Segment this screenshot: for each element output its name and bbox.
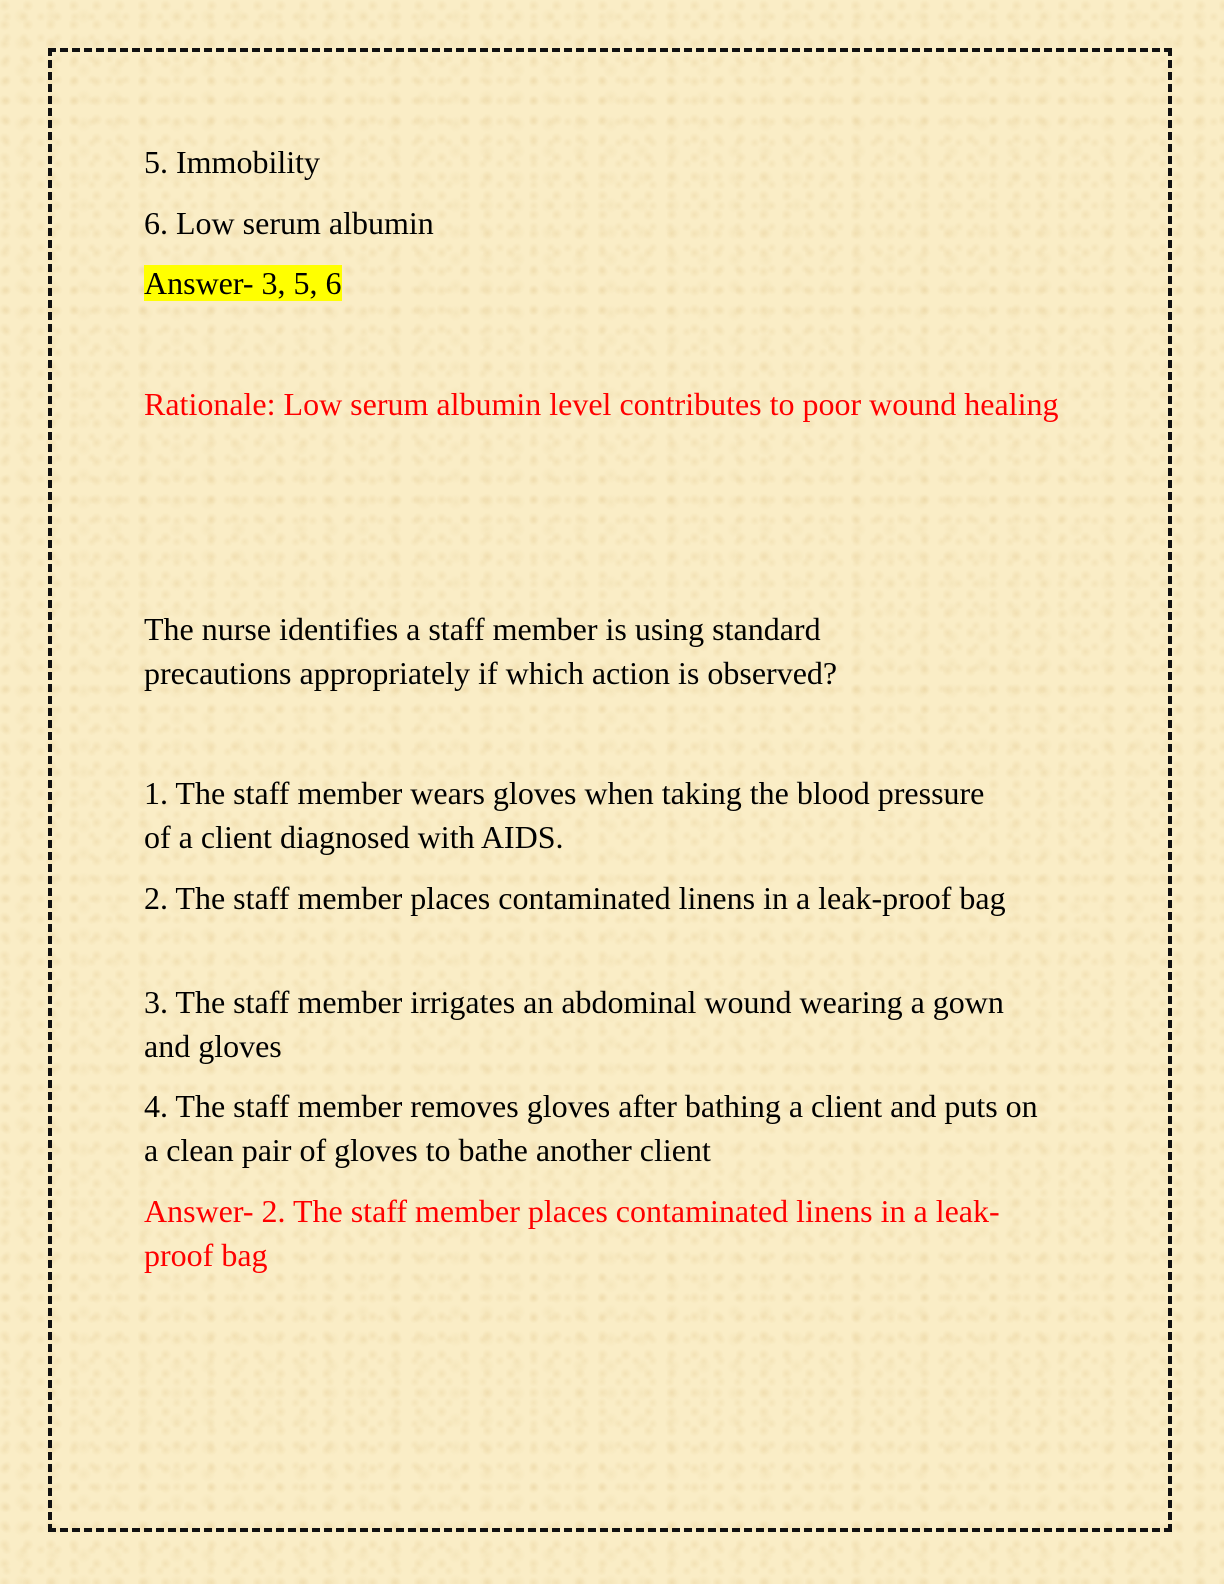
option-4: 4. The staff member removes gloves after bathing a client and puts on a clean pair of gloves to bathe another client — [144, 1088, 1038, 1168]
option-2: 2. The staff member places contaminated linens in a leak-proof bag — [144, 880, 1006, 916]
correct-answer: Answer- 2. The staff member places contaminated linens in a leak-proof bag — [144, 1193, 1000, 1273]
question-text: The nurse identifies a staff member is using standard precautions appropriately if which action is observed? — [144, 611, 838, 691]
option-immobility: 5. Immobility — [144, 144, 320, 180]
option-3: 3. The staff member irrigates an abdominal wound wearing a gown and gloves — [144, 984, 1004, 1064]
previous-answer — [144, 261, 342, 305]
rationale-text: Rationale: Low serum albumin level contributes to poor wound healing — [144, 386, 1059, 422]
option-1: 1. The staff member wears gloves when taking the blood pressure of a client diagnosed with AIDS. — [144, 775, 985, 855]
answer-highlight: Answer- 3, 5, 6 — [144, 265, 342, 301]
option-low-serum-albumin: 6. Low serum albumin — [144, 205, 434, 241]
